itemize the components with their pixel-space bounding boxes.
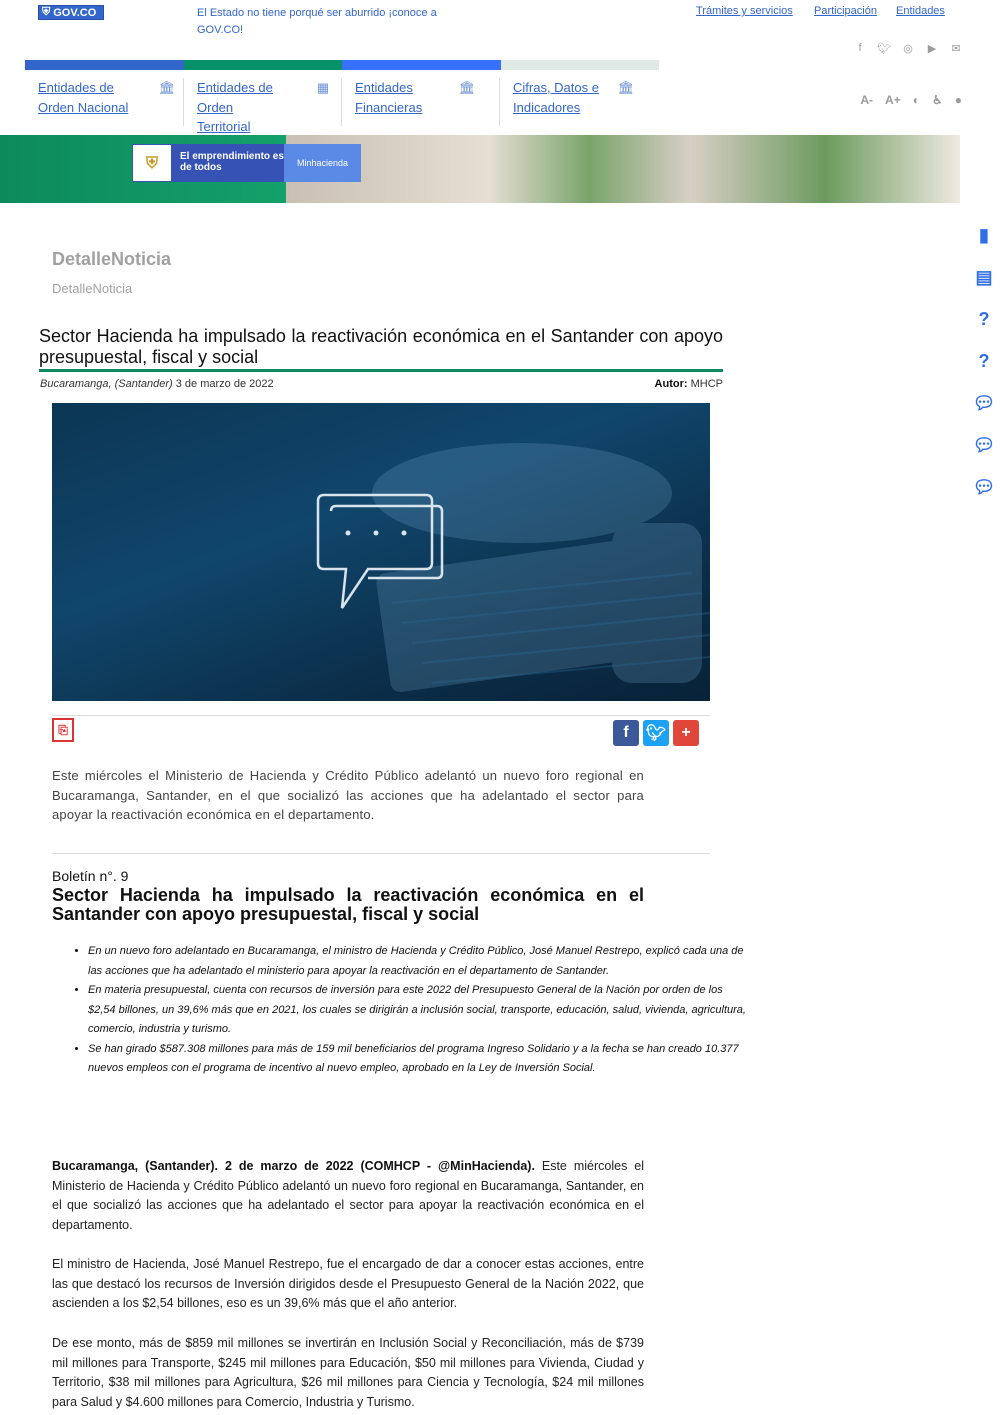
twitter-icon[interactable]: 🐦︎ [877, 42, 891, 55]
file-text-icon[interactable]: ▤ [975, 266, 993, 287]
chat-icon[interactable]: 💬︎ [972, 392, 996, 413]
article-location: Bucaramanga, (Santander) [40, 378, 173, 390]
highlights-list [52, 942, 748, 1079]
email-icon[interactable]: ✉ [951, 42, 961, 55]
pdf-icon[interactable]: ⎘ [52, 718, 74, 742]
nav-item-orden-nacional[interactable]: Entidades de Orden Nacional [38, 80, 129, 115]
boletin-title: Sector Hacienda ha impulsado la reactivación económica en el Santander con apoyo presupuestal, fiscal y social [52, 885, 644, 924]
article-meta [40, 378, 274, 390]
chat-icon[interactable]: 💬︎ [972, 476, 996, 497]
article-author [655, 378, 723, 390]
social-links [854, 42, 962, 54]
divider [52, 853, 710, 854]
entidades-link[interactable]: Entidades [896, 5, 945, 17]
strip-lightblue [342, 60, 501, 70]
nav-divider [183, 78, 184, 126]
divider [52, 715, 710, 716]
govco-logo[interactable] [38, 5, 104, 20]
paragraph-3: De ese monto, más de $859 mil millones se invertirán en Inclusión Social y Reconciliación, más de $739 mil millones para Transporte, $245 mil millones para Educación, $50 mil millones para Vivienda, Ciudad y Territorio, $38 mil millones para Agricultura, $26 mil millones para Ciencia y Tecnología, $24 mil millones para Salud y $4.600 millones para Comercio, Industria y Turismo. [52, 1336, 644, 1409]
youtube-icon[interactable]: ▶ [927, 42, 937, 55]
govco-logo-label: GOV.CO [53, 6, 97, 19]
paragraph-lead: Bucaramanga, (Santander). 2 de marzo de 2022 (COMHCP - @MinHacienda). [52, 1159, 535, 1173]
banner-slogan: El emprendimiento es de todos [180, 151, 284, 173]
strip-green [184, 60, 343, 70]
increase-font-button[interactable]: A+ [885, 93, 901, 107]
title-divider [39, 369, 723, 372]
decrease-font-button[interactable]: A- [860, 93, 874, 107]
accessibility-icon[interactable]: ♿︎ [931, 93, 943, 107]
government-building-icon: 🏛︎ [158, 80, 176, 95]
user-icon[interactable]: ● [954, 93, 962, 107]
list-item: • En materia presupuestal, cuenta con recursos de inversión para este 2022 del Presupuesto General de la Nación por orden de los $2,54 billones, un 39,6% más que en 2021, los cuales se dirigirán a inclusión social, transporte, educación, salud, vivienda, agricultura, comercio, industria y turismo. [88, 981, 748, 1040]
article-summary: Este miércoles el Ministerio de Hacienda y Crédito Público adelantó un nuevo foro regional en Bucaramanga, Santander, en el que socializó las acciones que ha adelantado el sector para apoyar la reactivación económica en el departamento. [52, 768, 644, 823]
article-date: 3 de marzo de 2022 [175, 378, 274, 390]
banner-photo [286, 135, 960, 203]
tramites-link[interactable]: Trámites y servicios [696, 5, 793, 17]
bank-icon: 🏛︎ [617, 80, 635, 95]
article-title: Sector Hacienda ha impulsado la reactivación económica en el Santander con apoyo presupuestal, fiscal y social [39, 326, 723, 367]
participacion-link[interactable]: Participación [814, 5, 877, 17]
nav-divider [341, 78, 342, 126]
govco-tagline: El Estado no tiene porqué ser aburrido ¡conoce a GOV.CO! [197, 7, 437, 36]
nav-divider [499, 78, 500, 126]
author-name: MHCP [690, 378, 723, 390]
facebook-share-icon[interactable]: f [613, 720, 639, 746]
accessibility-bar [860, 93, 962, 107]
shield-icon: ⛨ [42, 6, 51, 18]
facebook-icon[interactable]: f [858, 42, 862, 54]
chat-bubble-illustration [52, 403, 710, 701]
boletin-number: Boletín n°. 9 [52, 868, 129, 884]
paragraph-2: El ministro de Hacienda, José Manuel Restrepo, fue el encargado de dar a conocer estas acciones, entre las que destacó los recursos de Inversión dirigidos desde el Presupuesto General de la Nación 2022, que ascienden a los $2,54 billones, eso es un 39,6% más que el año anterior. [52, 1257, 644, 1311]
list-item: • En un nuevo foro adelantado en Bucaramanga, el ministro de Hacienda y Crédito Público, José Manuel Restrepo, explicó cada una de las acciones que ha adelantado el ministerio para apoyar la reactivación en el departamento de Santander. [88, 942, 748, 981]
minhacienda-label[interactable]: Minhacienda [284, 144, 361, 182]
more-share-icon[interactable]: + [673, 720, 699, 746]
bank-icon: 🏛︎ [458, 80, 476, 95]
side-quick-links [974, 224, 994, 498]
help-icon[interactable]: ? [978, 308, 990, 329]
nav-item-financieras[interactable]: Entidades Financieras [355, 80, 423, 115]
chat-icon[interactable]: 💬︎ [972, 434, 996, 455]
list-item: • Se han girado $587.308 millones para más de 159 mil beneficiarios del programa Ingreso Solidario y a la fecha se han creado 10.377 nuevos empleos con el programa de incentivo al nuevo empleo, aprobado en la Ley de Inversión Social. [88, 1040, 748, 1079]
document-icon[interactable]: ▮ [979, 224, 989, 245]
emprendimiento-logo[interactable] [132, 144, 284, 182]
twitter-share-icon[interactable]: 🐦︎ [643, 720, 669, 746]
color-strip [25, 60, 659, 70]
strip-blue [25, 60, 184, 70]
author-label: Autor: [654, 378, 688, 390]
help-icon[interactable]: ? [978, 350, 990, 371]
page-title: DetalleNoticia [52, 249, 172, 269]
article-image [52, 403, 710, 701]
share-buttons [613, 720, 699, 746]
nav-item-orden-territorial[interactable]: Entidades de Orden Territorial [197, 80, 273, 134]
paragraph-1 [52, 1157, 644, 1235]
instagram-icon[interactable]: ◎ [903, 42, 913, 55]
map-territory-icon: ▦ [316, 80, 330, 95]
coat-of-arms-icon: ⛨ [133, 145, 171, 181]
hero-banner [0, 135, 960, 203]
strip-pale [501, 60, 660, 70]
nav-item-cifras[interactable]: Cifras, Datos e Indicadores [513, 80, 599, 115]
contrast-icon[interactable]: ◐ [912, 93, 920, 107]
breadcrumb: DetalleNoticia [52, 281, 133, 296]
paragraph-text: Este miércoles el Ministerio de Hacienda y Crédito Público adelantó un nuevo foro regional en Bucaramanga, Santander, en el que socializó las acciones que ha adelantado el sector para apoyar la reactivación económica en el departamento. [52, 1159, 644, 1232]
